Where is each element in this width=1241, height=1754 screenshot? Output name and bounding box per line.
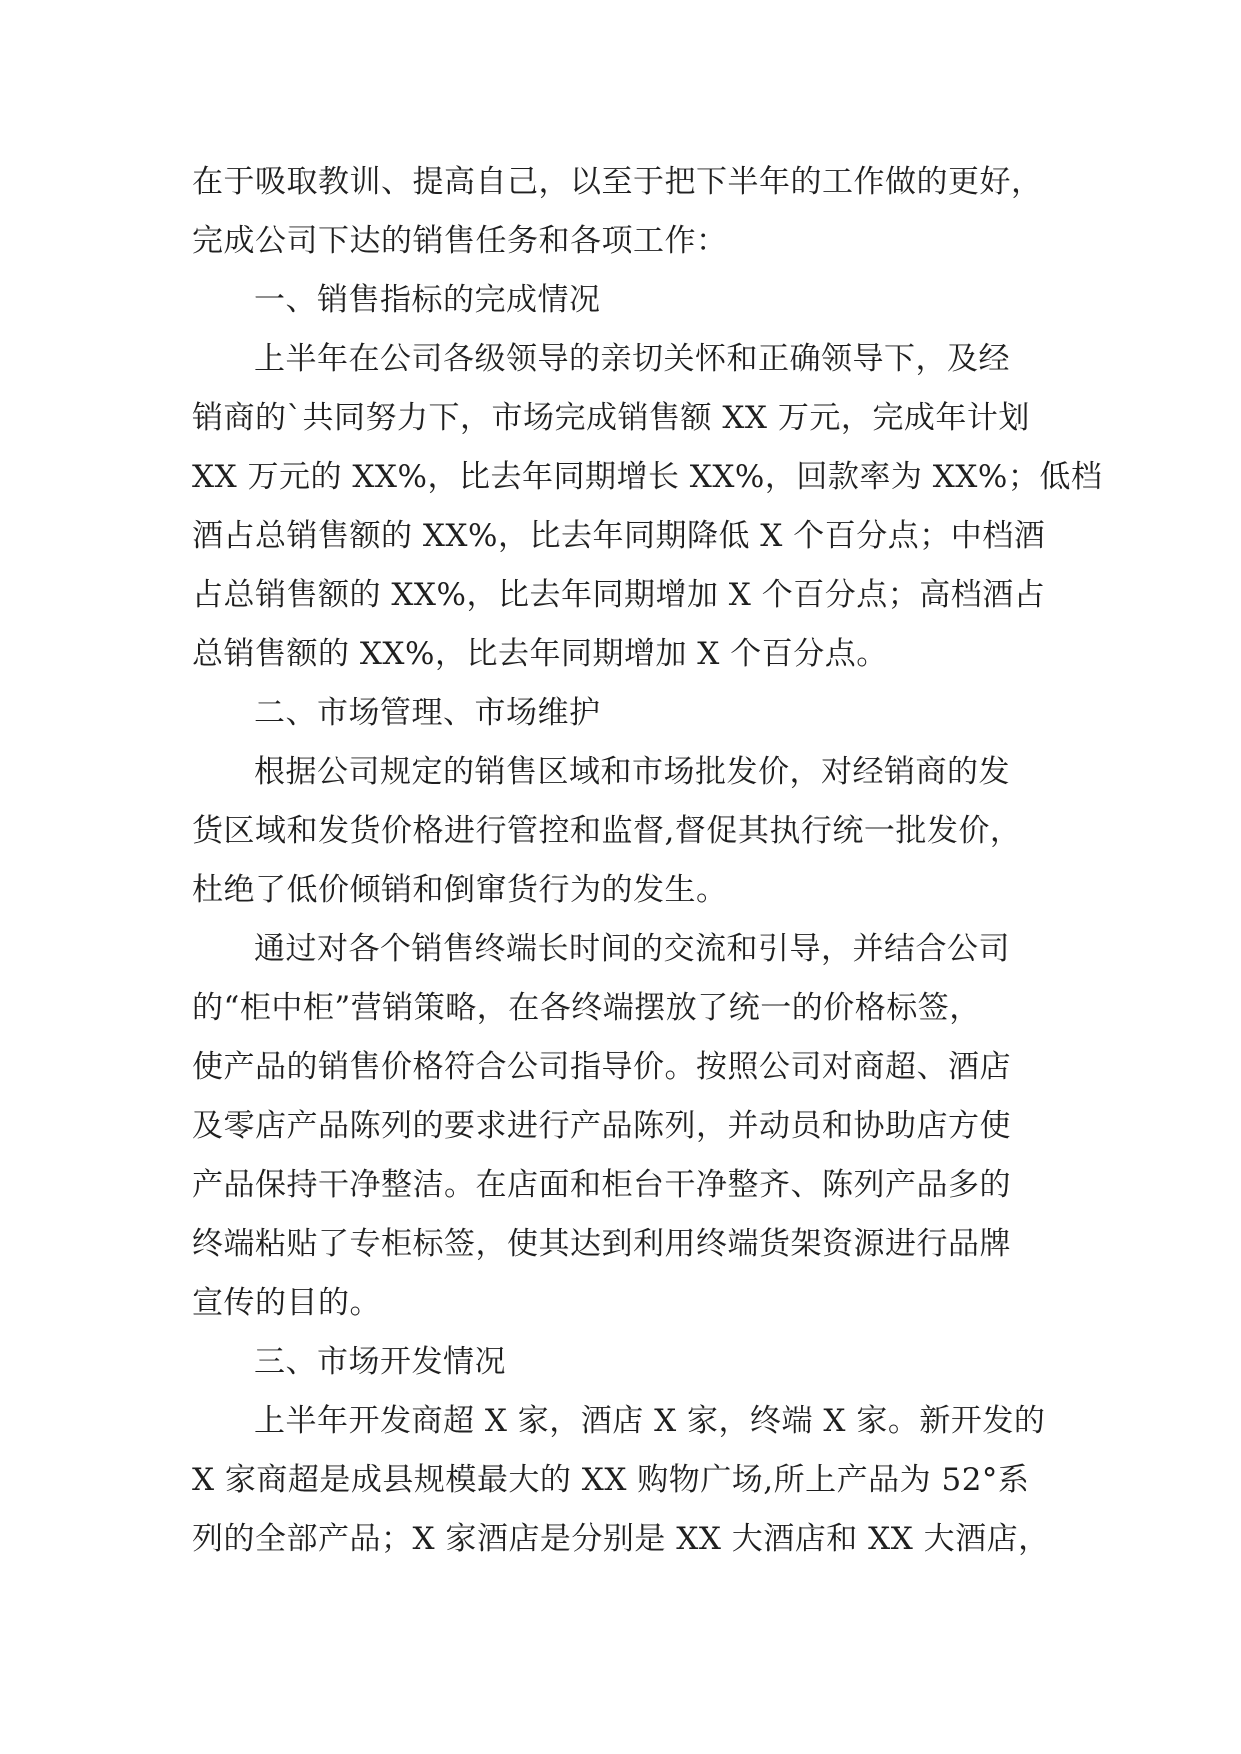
text-line: 完成公司下达的销售任务和各项工作： xyxy=(192,223,728,259)
text-line: 宣传的目的。 xyxy=(192,1285,381,1321)
text-line: 货区域和发货价格进行管控和监督,督促其执行统一批发价， xyxy=(192,813,1022,849)
text-line: 根据公司规定的销售区域和市场批发价，对经销商的发 xyxy=(254,754,1010,790)
text-line: 终端粘贴了专柜标签，使其达到利用终端货架资源进行品牌 xyxy=(192,1226,1011,1262)
text-line: 杜绝了低价倾销和倒窜货行为的发生。 xyxy=(192,872,728,908)
text-line: 酒占总销售额的 XX%，比去年同期降低 X 个百分点；中档酒 xyxy=(192,518,1046,554)
text-line: 在于吸取教训、提高自己，以至于把下半年的工作做的更好， xyxy=(192,164,1043,200)
text-line: 销商的`共同努力下，市场完成销售额 XX 万元，完成年计划 xyxy=(192,400,1030,436)
text-line: 产品保持干净整洁。在店面和柜台干净整齐、陈列产品多的 xyxy=(192,1167,1011,1203)
text-line: 使产品的销售价格符合公司指导价。按照公司对商超、酒店 xyxy=(192,1049,1011,1085)
section-heading-1: 一、销售指标的完成情况 xyxy=(254,282,601,318)
text-line: 上半年开发商超 X 家，酒店 X 家，终端 X 家。新开发的 xyxy=(254,1403,1046,1439)
text-line: 通过对各个销售终端长时间的交流和引导，并结合公司 xyxy=(254,931,1010,967)
text-line: X 家商超是成县规模最大的 XX 购物广场,所上产品为 52°系 xyxy=(192,1462,1030,1498)
text-line: 列的全部产品；X 家酒店是分别是 XX 大酒店和 XX 大酒店， xyxy=(192,1521,1050,1557)
text-line: 及零店产品陈列的要求进行产品陈列，并动员和协助店方使 xyxy=(192,1108,1011,1144)
section-heading-2: 二、市场管理、市场维护 xyxy=(254,695,601,731)
text-line: 占总销售额的 XX%，比去年同期增加 X 个百分点；高档酒占 xyxy=(192,577,1046,613)
text-line: 上半年在公司各级领导的亲切关怀和正确领导下，及经 xyxy=(254,341,1010,377)
text-line: XX 万元的 XX%，比去年同期增长 XX%，回款率为 XX%；低档 xyxy=(192,459,1103,495)
text-line: 的“柜中柜”营销策略，在各终端摆放了统一的价格标签， xyxy=(192,990,981,1026)
text-line: 总销售额的 XX%，比去年同期增加 X 个百分点。 xyxy=(192,636,888,672)
section-heading-3: 三、市场开发情况 xyxy=(254,1344,506,1380)
document-body xyxy=(192,153,1103,1569)
